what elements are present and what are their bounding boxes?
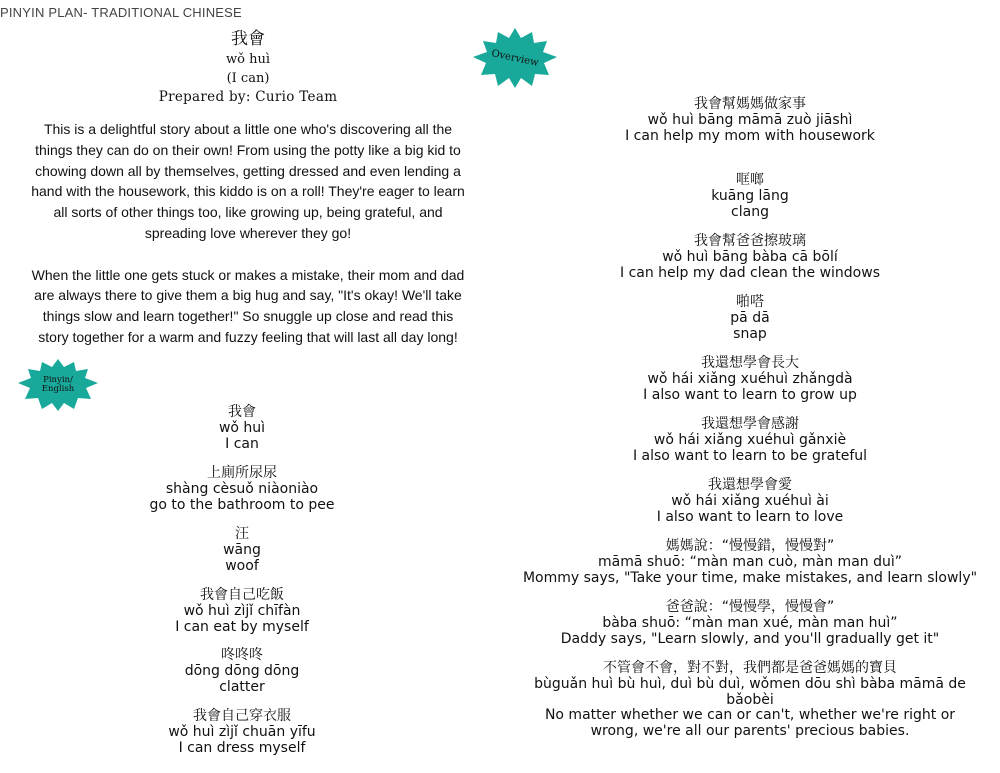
entry-pinyin: wǒ hái xiǎng xuéhuì ài <box>671 492 829 509</box>
title-english: (I can) <box>226 71 270 86</box>
entry-english: I can dress myself <box>178 739 306 756</box>
list-item <box>505 539 995 586</box>
entry-pinyin: shàng cèsuǒ niàoniào <box>165 480 319 497</box>
entry-chinese: 我會自己吃飯 <box>200 587 284 603</box>
entry-chinese: 咚咚咚 <box>221 647 263 663</box>
entry-english: clang <box>731 203 769 220</box>
story-description <box>28 119 468 348</box>
list-item <box>92 709 392 756</box>
entry-chinese: 上廁所尿尿 <box>207 465 277 481</box>
entry-pinyin: bàba shuō: “màn man xué, màn man huì” <box>602 614 898 631</box>
entry-chinese: 汪 <box>235 526 249 542</box>
entry-english: No matter whether we can or can't, whether we're right or wrong, we're all our parents' precious babies. <box>544 707 956 740</box>
entry-pinyin: māmā shuō: “màn man cuò, màn man duì” <box>597 553 902 570</box>
entry-chinese: 爸爸說：“慢慢學，慢慢會” <box>665 599 835 615</box>
entry-chinese: 我會自己穿衣服 <box>193 708 291 724</box>
entry-pinyin: pā dā <box>730 309 770 326</box>
prepared-by: Prepared by: Curio Team <box>158 89 338 105</box>
entry-english: I can help my mom with housework <box>625 127 875 144</box>
entry-chinese: 不管會不會，對不對，我們都是爸爸媽媽的寶貝 <box>603 660 897 676</box>
entry-chinese: 我還想學會感謝 <box>701 416 799 432</box>
entry-english: I can help my dad clean the windows <box>619 264 880 281</box>
overview-badge <box>470 26 560 90</box>
list-item <box>505 173 995 220</box>
title-block <box>28 28 468 369</box>
overview-label: Overview <box>490 47 540 69</box>
entry-chinese: 我會幫媽媽做家事 <box>694 96 806 112</box>
entry-english: Mommy says, "Take your time, make mistakes, and learn slowly" <box>522 569 978 586</box>
entry-pinyin: wāng <box>223 541 261 558</box>
document-header: PINYIN PLAN- TRADITIONAL CHINESE <box>0 5 242 20</box>
title-pinyin: wǒ huì <box>226 52 270 67</box>
description-paragraph: This is a delightful story about a little one who's discovering all the things they can do on their own! From using the potty like a big kid to chowing down all by themselves, getting dressed and even lending a hand with the housework, this kiddo is on a roll! They're eager to learn all sorts of other things too, like growing up, being grateful, and spreading love wherever they go! <box>31 121 465 241</box>
entry-chinese: 哐啷 <box>736 172 764 188</box>
list-item <box>505 234 995 281</box>
entry-pinyin: wǒ huì zìjǐ chuān yīfu <box>168 723 316 740</box>
pinyin-english-label <box>42 376 74 395</box>
list-item <box>92 648 392 695</box>
list-item <box>505 417 995 464</box>
list-item <box>505 295 995 342</box>
entry-english: I also want to learn to love <box>656 508 844 525</box>
entry-pinyin: kuāng lāng <box>711 187 789 204</box>
entry-english: go to the bathroom to pee <box>149 496 335 513</box>
list-item <box>92 466 392 513</box>
entry-chinese: 啪嗒 <box>736 294 764 310</box>
list-item <box>92 405 392 452</box>
entry-chinese: 我會 <box>228 404 256 420</box>
entry-english: Daddy says, "Learn slowly, and you'll gradually get it" <box>560 630 940 647</box>
entry-pinyin: wǒ hái xiǎng xuéhuì zhǎngdà <box>647 370 853 387</box>
entry-pinyin: wǒ huì <box>218 419 266 436</box>
entry-english: I can eat by myself <box>175 618 309 635</box>
entry-english: snap <box>733 325 767 342</box>
list-item <box>505 356 995 403</box>
entry-english: woof <box>225 557 259 574</box>
list-item <box>92 588 392 635</box>
list-item <box>530 661 970 740</box>
list-item <box>505 600 995 647</box>
entry-pinyin: dōng dōng dōng <box>184 662 300 679</box>
list-item <box>92 527 392 574</box>
list-item <box>505 478 995 525</box>
entry-pinyin: wǒ hái xiǎng xuéhuì gǎnxiè <box>653 431 847 448</box>
entry-chinese: 我還想學會愛 <box>708 477 792 493</box>
entry-chinese: 媽媽說：“慢慢錯，慢慢對” <box>665 538 835 554</box>
entry-chinese: 我還想學會長大 <box>701 355 799 371</box>
badge-line: English <box>41 384 75 394</box>
entry-english: I can <box>225 435 259 452</box>
title-chinese: 我會 <box>231 29 265 49</box>
pinyin-english-badge <box>16 357 100 413</box>
entry-pinyin: wǒ huì bāng māmā zuò jiāshì <box>647 111 853 128</box>
list-item <box>505 97 995 144</box>
description-paragraph: When the little one gets stuck or makes a mistake, their mom and dad are always there to give them a big hug and say, "It's okay! We'll take things slow and learn together!" So snuggle up close and read this story together for a warm and fuzzy feeling that will last all day long! <box>31 266 465 345</box>
badge-line: Pinyin/ <box>43 374 73 385</box>
entry-pinyin: wǒ huì zìjǐ chīfàn <box>183 602 301 619</box>
entry-pinyin: wǒ huì bāng bàba cā bōlí <box>662 248 838 265</box>
entry-chinese: 我會幫爸爸擦玻璃 <box>694 233 806 249</box>
entry-english: clatter <box>219 678 265 695</box>
entry-english: I also want to learn to grow up <box>643 386 857 403</box>
entry-english: I also want to learn to be grateful <box>632 447 868 464</box>
entry-pinyin: bùguǎn huì bù huì, duì bù duì, wǒmen dōu shì bàba māmā de bǎobèi <box>534 675 966 708</box>
